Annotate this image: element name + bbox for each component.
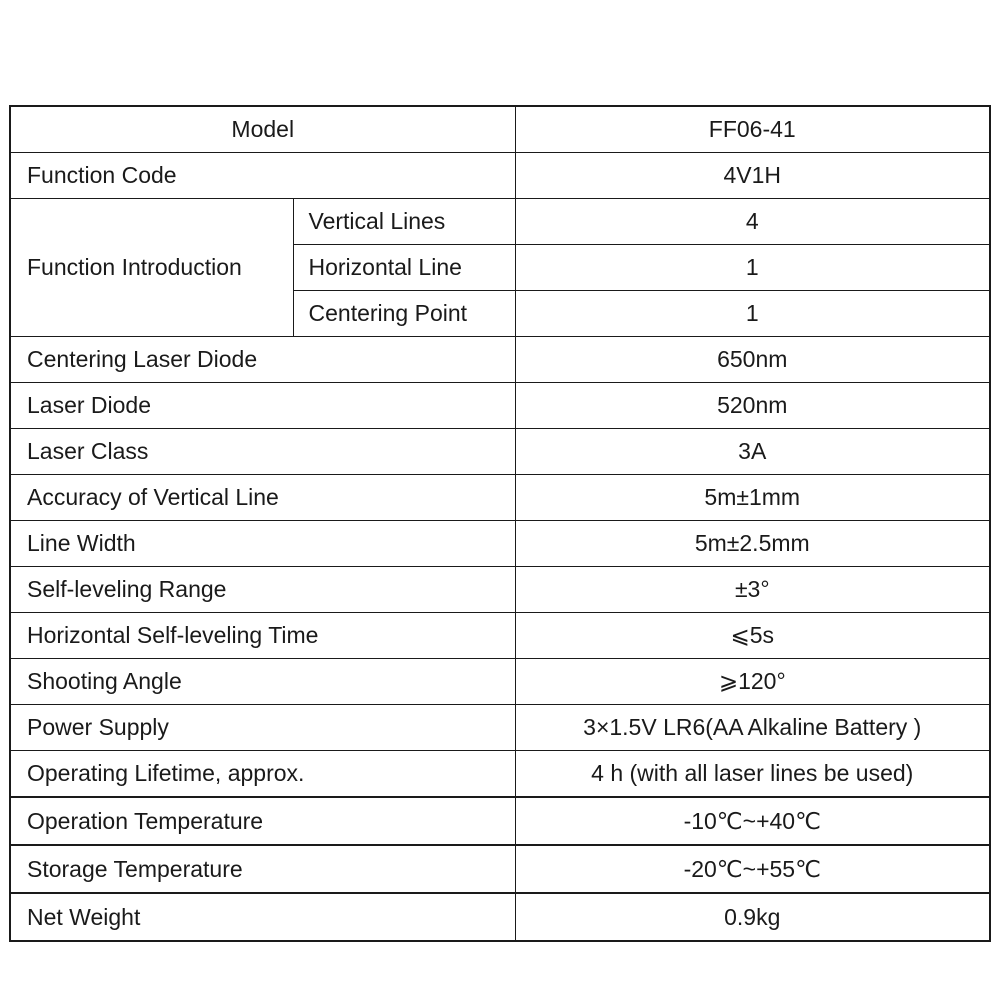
function-intro-item-value: 1: [515, 291, 990, 337]
model-value: FF06-41: [515, 106, 990, 153]
table-row: [10, 567, 990, 613]
row-value: ±3°: [515, 567, 990, 613]
row-label: Power Supply: [10, 705, 515, 751]
function-intro-item-label: Horizontal Line: [293, 245, 515, 291]
table-row-model: [10, 106, 990, 153]
model-label: Model: [10, 106, 515, 153]
row-label: Operating Lifetime, approx.: [10, 751, 515, 798]
row-value: 520nm: [515, 383, 990, 429]
function-intro-item-value: 4: [515, 199, 990, 245]
row-value: ⩽5s: [515, 613, 990, 659]
function-intro-label: Function Introduction: [10, 199, 293, 337]
row-value: 5m±1mm: [515, 475, 990, 521]
table-row: [10, 521, 990, 567]
table-row: [10, 337, 990, 383]
row-label: Storage Temperature: [10, 845, 515, 893]
table-row: [10, 659, 990, 705]
row-label: Accuracy of Vertical Line: [10, 475, 515, 521]
function-intro-item-value: 1: [515, 245, 990, 291]
row-value: 3A: [515, 429, 990, 475]
row-value: 0.9kg: [515, 893, 990, 941]
row-label: Line Width: [10, 521, 515, 567]
row-value: 650nm: [515, 337, 990, 383]
table-row-function-intro-1: [10, 199, 990, 245]
table-row-function-code: [10, 153, 990, 199]
row-label: Laser Class: [10, 429, 515, 475]
row-value: 3×1.5V LR6(AA Alkaline Battery ): [515, 705, 990, 751]
table-row: [10, 705, 990, 751]
row-value: -20℃~+55℃: [515, 845, 990, 893]
table-row: [10, 797, 990, 845]
row-label: Operation Temperature: [10, 797, 515, 845]
table-row: [10, 751, 990, 798]
row-value: ⩾120°: [515, 659, 990, 705]
row-label: Laser Diode: [10, 383, 515, 429]
function-intro-item-label: Vertical Lines: [293, 199, 515, 245]
row-label: Shooting Angle: [10, 659, 515, 705]
row-label: Self-leveling Range: [10, 567, 515, 613]
row-value: -10℃~+40℃: [515, 797, 990, 845]
table-row: [10, 383, 990, 429]
row-value: 5m±2.5mm: [515, 521, 990, 567]
row-label: Net Weight: [10, 893, 515, 941]
row-label: Centering Laser Diode: [10, 337, 515, 383]
table-row: [10, 893, 990, 941]
function-code-label: Function Code: [10, 153, 515, 199]
table-row: [10, 429, 990, 475]
function-intro-item-label: Centering Point: [293, 291, 515, 337]
function-code-value: 4V1H: [515, 153, 990, 199]
table-row: [10, 475, 990, 521]
row-label: Horizontal Self-leveling Time: [10, 613, 515, 659]
row-value: 4 h (with all laser lines be used): [515, 751, 990, 798]
table-row: [10, 845, 990, 893]
spec-table: [9, 105, 991, 942]
table-row: [10, 613, 990, 659]
